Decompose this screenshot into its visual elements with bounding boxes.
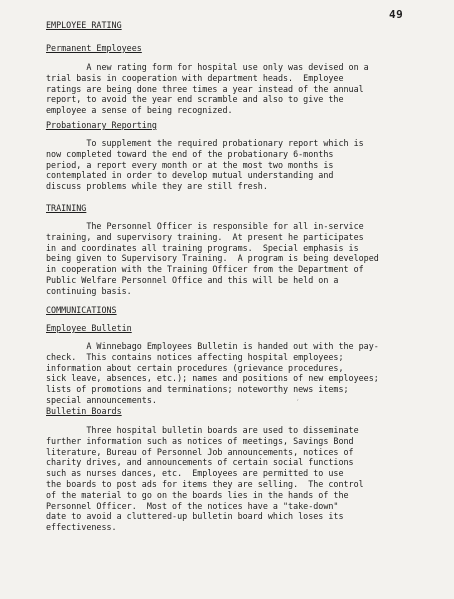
stray-mark: ′ [296, 399, 300, 406]
paragraph-probationary-reporting [46, 138, 406, 192]
text-line: being given to Supervisory Training. A program is being developed [46, 253, 379, 264]
text-line: Public Welfare Personnel Office and this will be held on a [46, 274, 339, 285]
text-line: To supplement the required probationary report which is [46, 138, 364, 148]
page-number: 49 [389, 8, 404, 21]
text-line: effectiveness. [46, 522, 117, 533]
text-line: continuing basis. [46, 285, 132, 296]
text-line: ratings are being done three times a year instead of the annual [46, 83, 364, 94]
text-line: the boards to post ads for items they are selling. The control [46, 478, 364, 489]
text-line: Three hospital bulletin boards are used to disseminate [46, 425, 359, 435]
text-line: special announcements. [46, 394, 157, 405]
text-line: such as nurses dances, etc. Employees are permitted to use [46, 468, 344, 479]
subheading-permanent-employees: Permanent Employees [46, 43, 142, 53]
subheading-probationary-reporting: Probationary Reporting [46, 120, 157, 130]
text-line: of the material to go on the boards lies in the hands of the [46, 489, 349, 500]
subheading-bulletin-boards: Bulletin Boards [46, 406, 122, 416]
section-heading-employee-rating: EMPLOYEE RATING [46, 20, 122, 30]
text-line: trial basis in cooperation with department heads. Employee [46, 72, 344, 83]
text-line: check. This contains notices affecting hospital employees; [46, 351, 344, 362]
text-line: Personnel Officer. Most of the notices have a "take-down" [46, 500, 339, 511]
text-line: literature, Bureau of Personnel Job announcements, notices of [46, 446, 354, 457]
text-line: employee a sense of being recognized. [46, 105, 233, 116]
text-line: sick leave, absences, etc.); names and positions of new employees; [46, 373, 379, 384]
text-line: contemplated in order to develop mutual understanding and [46, 170, 334, 181]
text-line: report, to avoid the year end scramble and also to give the [46, 94, 344, 105]
subheading-employee-bulletin: Employee Bulletin [46, 323, 132, 333]
paragraph-training [46, 221, 406, 297]
section-heading-communications: COMMUNICATIONS [46, 305, 117, 315]
text-line: period, a report every month or at the most two months is [46, 159, 334, 170]
text-line: information about certain procedures (grievance procedures, [46, 362, 344, 373]
text-line: A new rating form for hospital use only was devised on a [46, 62, 369, 72]
text-line: training, and supervisory training. At present he participates [46, 231, 364, 242]
text-line: lists of promotions and terminations; noteworthy news items; [46, 384, 349, 395]
paragraph-employee-bulletin [46, 341, 406, 406]
text-line: date to avoid a cluttered-up bulletin board which loses its [46, 511, 344, 522]
text-line: in and coordinates all training programs. Special emphasis is [46, 242, 359, 253]
text-line: discuss problems while they are still fresh. [46, 181, 268, 192]
text-line: in cooperation with the Training Officer from the Department of [46, 264, 364, 275]
paragraph-bulletin-boards [46, 425, 406, 533]
text-line: A Winnebago Employees Bulletin is handed out with the pay- [46, 341, 379, 351]
text-line: further information such as notices of meetings, Savings Bond [46, 435, 354, 446]
text-line: The Personnel Officer is responsible for all in-service [46, 221, 364, 231]
text-line: now completed toward the end of the probationary 6-months [46, 148, 334, 159]
text-line: charity drives, and announcements of certain social functions [46, 457, 354, 468]
paragraph-permanent-employees [46, 62, 406, 116]
section-heading-training: TRAINING [46, 203, 87, 213]
